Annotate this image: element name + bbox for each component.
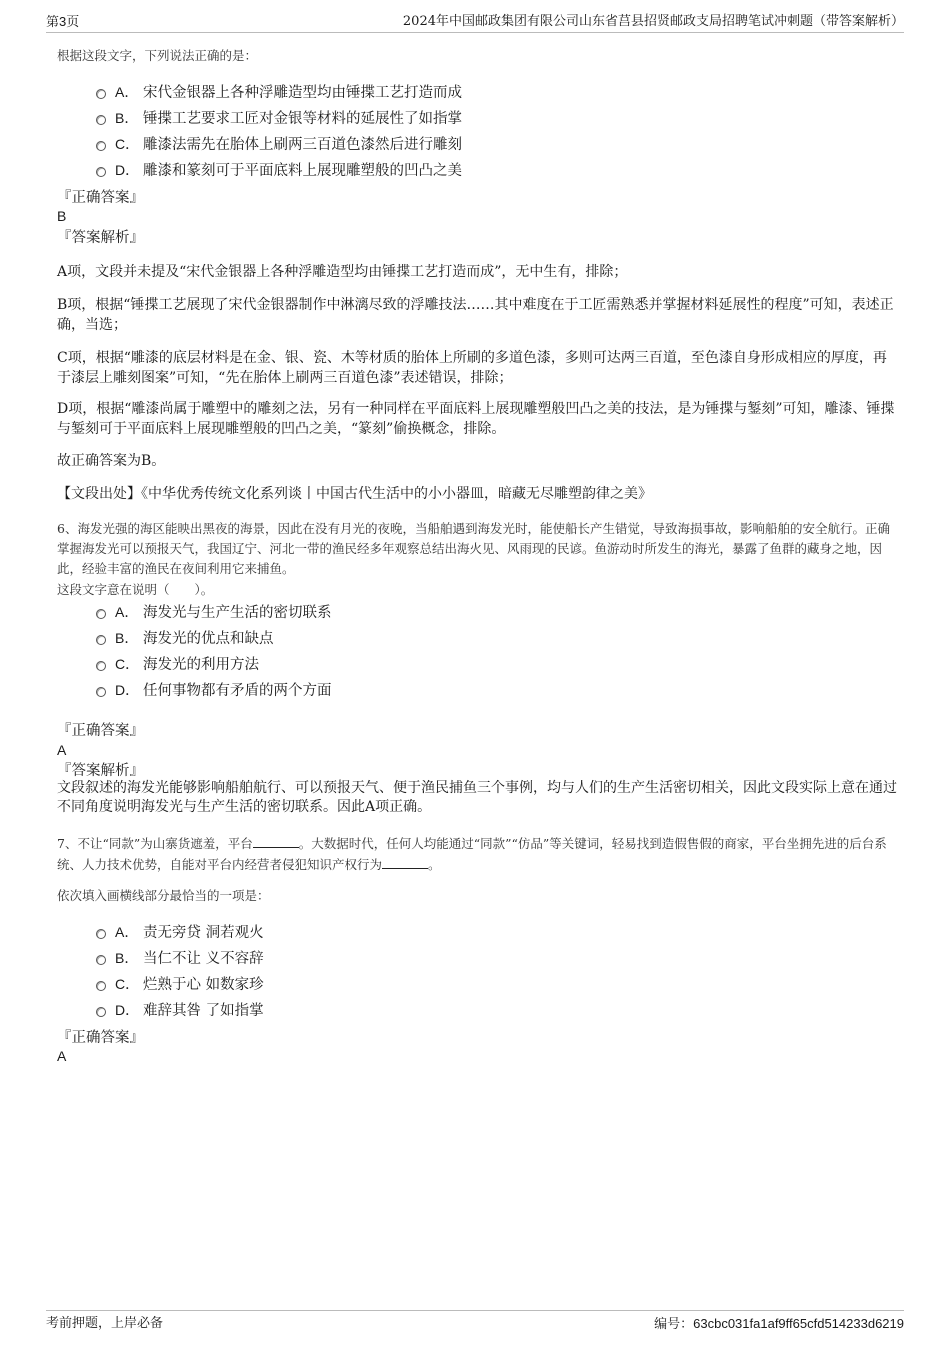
q7-prompt: 依次填入画横线部分最恰当的一项是： [57, 888, 270, 903]
q7-option-b[interactable]: B． 当仁不让 义不容辞 [96, 948, 264, 968]
q6-analysis: 文段叙述的海发光能够影响船舶航行、可以预报天气、便于渔民捕鱼三个事例，均与人们的生产生活密切相关，因此文段实际上意在通过不同角度说明海发光与生产生活的密切联系。因此A项正确。 [57, 780, 897, 815]
q6-option-d[interactable]: D． 任何事物都有矛盾的两个方面 [96, 680, 332, 700]
q5-option-c[interactable]: C． 雕漆法需先在胎体上刷两三百道色漆然后进行雕刻 [96, 134, 462, 154]
q6-correct-answer-label: 『正确答案』 [57, 723, 144, 739]
q7-option-a[interactable]: A． 责无旁贷 洞若观火 [96, 922, 264, 942]
q5-answer: B [57, 208, 67, 224]
fill-blank-1 [253, 833, 299, 848]
radio-icon[interactable] [96, 929, 106, 939]
radio-icon[interactable] [96, 115, 106, 125]
fill-blank-2 [382, 854, 428, 869]
radio-icon[interactable] [96, 661, 106, 671]
q5-analysis-b: B项，根据“锤揲工艺展现了宋代金银器制作中淋漓尽致的浮雕技法……其中难度在于工匠需熟悉并掌握材料延展性的程度”可知，表述正确，当选； [57, 297, 894, 333]
radio-icon[interactable] [96, 981, 106, 991]
page-number: 第3页 [46, 14, 80, 29]
q7-answer: A [57, 1048, 67, 1064]
radio-icon[interactable] [96, 687, 106, 697]
q5-prompt: 根据这段文字，下列说法正确的是： [57, 48, 258, 63]
q6-answer: A [57, 742, 67, 758]
radio-icon[interactable] [96, 955, 106, 965]
q5-option-b[interactable]: B． 锤揲工艺要求工匠对金银等材料的延展性了如指掌 [96, 108, 462, 128]
q6-option-c[interactable]: C． 海发光的利用方法 [96, 654, 259, 674]
page-footer [46, 1310, 904, 1335]
q5-analysis-c: C项，根据“雕漆的底层材料是在金、银、瓷、木等材质的胎体上所刷的多道色漆，多则可达两三百道，至色漆自身形成相应的厚度，再于漆层上雕刻图案”可知，“先在胎体上刷两三百道色漆”表述错误，排除； [57, 350, 887, 386]
q5-option-d[interactable]: D． 雕漆和篆刻可于平面底料上展现雕塑般的凹凸之美 [96, 160, 462, 180]
document-id: 编号：63cbc031fa1af9ff65cfd514233d6219 [654, 1316, 904, 1331]
page-header [46, 14, 904, 33]
footer-slogan: 考前押题，上岸必备 [46, 1316, 164, 1331]
radio-icon[interactable] [96, 609, 106, 619]
document-title: 2024年中国邮政集团有限公司山东省莒县招贤邮政支局招聘笔试冲刺题（带答案解析） [402, 14, 904, 29]
q7-option-d[interactable]: D． 难辞其咎 了如指掌 [96, 1000, 264, 1020]
radio-icon[interactable] [96, 89, 106, 99]
q5-conclusion: 故正确答案为B。 [57, 453, 166, 469]
q5-analysis-label: 『答案解析』 [57, 230, 144, 246]
radio-icon[interactable] [96, 635, 106, 645]
q5-analysis-d: D项，根据“雕漆尚属于雕塑中的雕刻之法，另有一种同样在平面底料上展现雕塑般凹凸之美的技法，是为锤揲与錾刻”可知，雕漆、锤揲与錾刻可于平面底料上展现雕塑般的凹凸之美，“篆刻”偷换概念，排除。 [57, 401, 895, 437]
radio-icon[interactable] [96, 141, 106, 151]
q6-analysis-label: 『答案解析』 [57, 763, 144, 779]
radio-icon[interactable] [96, 1007, 106, 1017]
q6-prompt: 这段文字意在说明（ ）。 [57, 582, 214, 597]
q7-correct-answer-label: 『正确答案』 [57, 1030, 144, 1046]
q5-source: 【文段出处】《中华优秀传统文化系列谈丨中国古代生活中的小小器皿，暗藏无尽雕塑韵律之美》 [57, 486, 652, 502]
q6-stem: 6、海发光强的海区能映出黑夜的海景，因此在没有月光的夜晚，当船舶遇到海发光时，能使船长产生错觉，导致海损事故，影响船舶的安全航行。正确掌握海发光可以预报天气，我国辽宁、河北一带的渔民经多年观察总结出海火见、风雨现的民谚。鱼游动时所发生的海光，暴露了鱼群的藏身之地，因此，经验丰富的渔民在夜间利用它来捕鱼。 [57, 521, 890, 576]
q6-option-b[interactable]: B． 海发光的优点和缺点 [96, 628, 274, 648]
q6-option-a[interactable]: A． 海发光与生产生活的密切联系 [96, 602, 332, 622]
q7-option-c[interactable]: C． 烂熟于心 如数家珍 [96, 974, 264, 994]
q7-stem: 7、不让“同款”为山寨货遮羞，平台 。大数据时代，任何人均能通过“同款”“仿品”等关键词，轻易找到造假售假的商家，平台坐拥先进的后台系统、人力技术优势，自能对平台内经营者侵犯知识产权行为 。 [57, 833, 897, 875]
q5-analysis-a: A项，文段并未提及“宋代金银器上各种浮雕造型均由锤揲工艺打造而成”，无中生有，排除； [57, 264, 628, 280]
q5-option-a[interactable]: A． 宋代金银器上各种浮雕造型均由锤揲工艺打造而成 [96, 82, 462, 102]
radio-icon[interactable] [96, 167, 106, 177]
q5-correct-answer-label: 『正确答案』 [57, 190, 144, 206]
